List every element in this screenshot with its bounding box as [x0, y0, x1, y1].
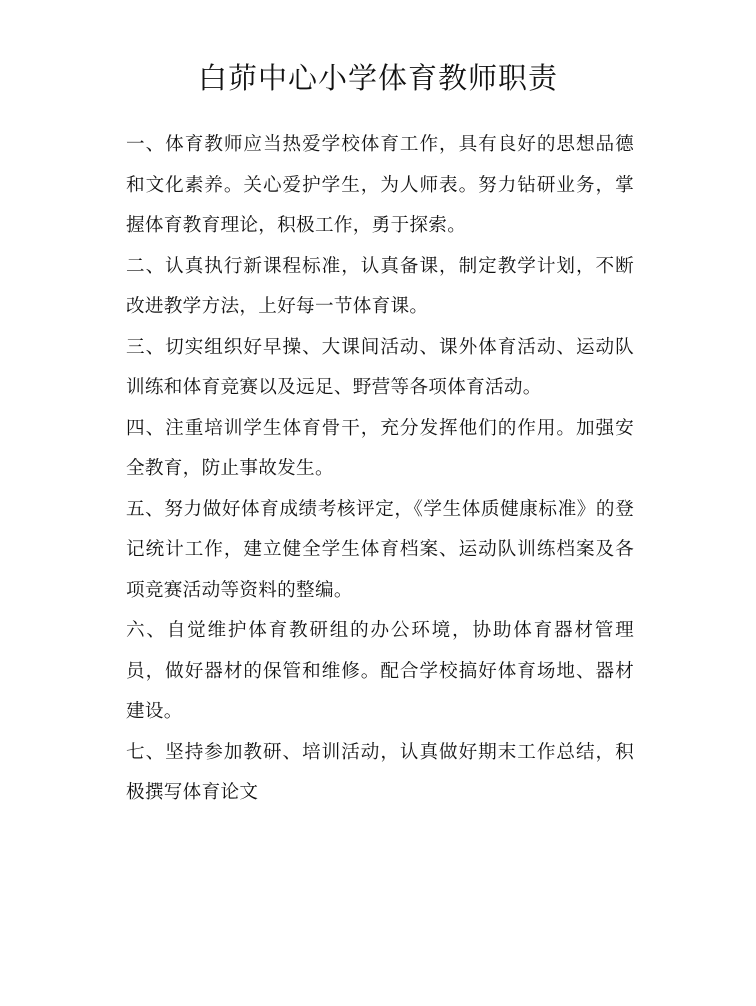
paragraph-1: 一、体育教师应当热爱学校体育工作，具有良好的思想品德和文化素养。关心爱护学生，为人师表。努力钻研业务，掌握体育教育理论，积极工作，勇于探索。	[126, 134, 634, 236]
document-title: 白茆中心小学体育教师职责	[197, 61, 558, 95]
document-body	[126, 125, 634, 814]
paragraph-7: 七、坚持参加教研、培训活动，认真做好期末工作总结，积极撰写体育论文	[126, 741, 634, 803]
paragraph-2: 二、认真执行新课程标准，认真备课，制定教学计划，不断改进教学方法，上好每一节体育课。	[126, 255, 634, 317]
paragraph-3: 三、切实组织好早操、大课间活动、课外体育活动、运动队训练和体育竞赛以及远足、野营等各项体育活动。	[126, 336, 634, 398]
paragraph-5: 五、努力做好体育成绩考核评定，《学生体质健康标准》的登记统计工作，建立健全学生体育档案、运动队训练档案及各项竞赛活动等资料的整编。	[126, 498, 634, 601]
paragraph-4: 四、注重培训学生体育骨干，充分发挥他们的作用。加强安全教育，防止事故发生。	[126, 417, 634, 479]
paragraph-6: 六、自觉维护体育教研组的办公环境，协助体育器材管理员，做好器材的保管和维修。配合学校搞好体育场地、器材建设。	[126, 620, 634, 722]
